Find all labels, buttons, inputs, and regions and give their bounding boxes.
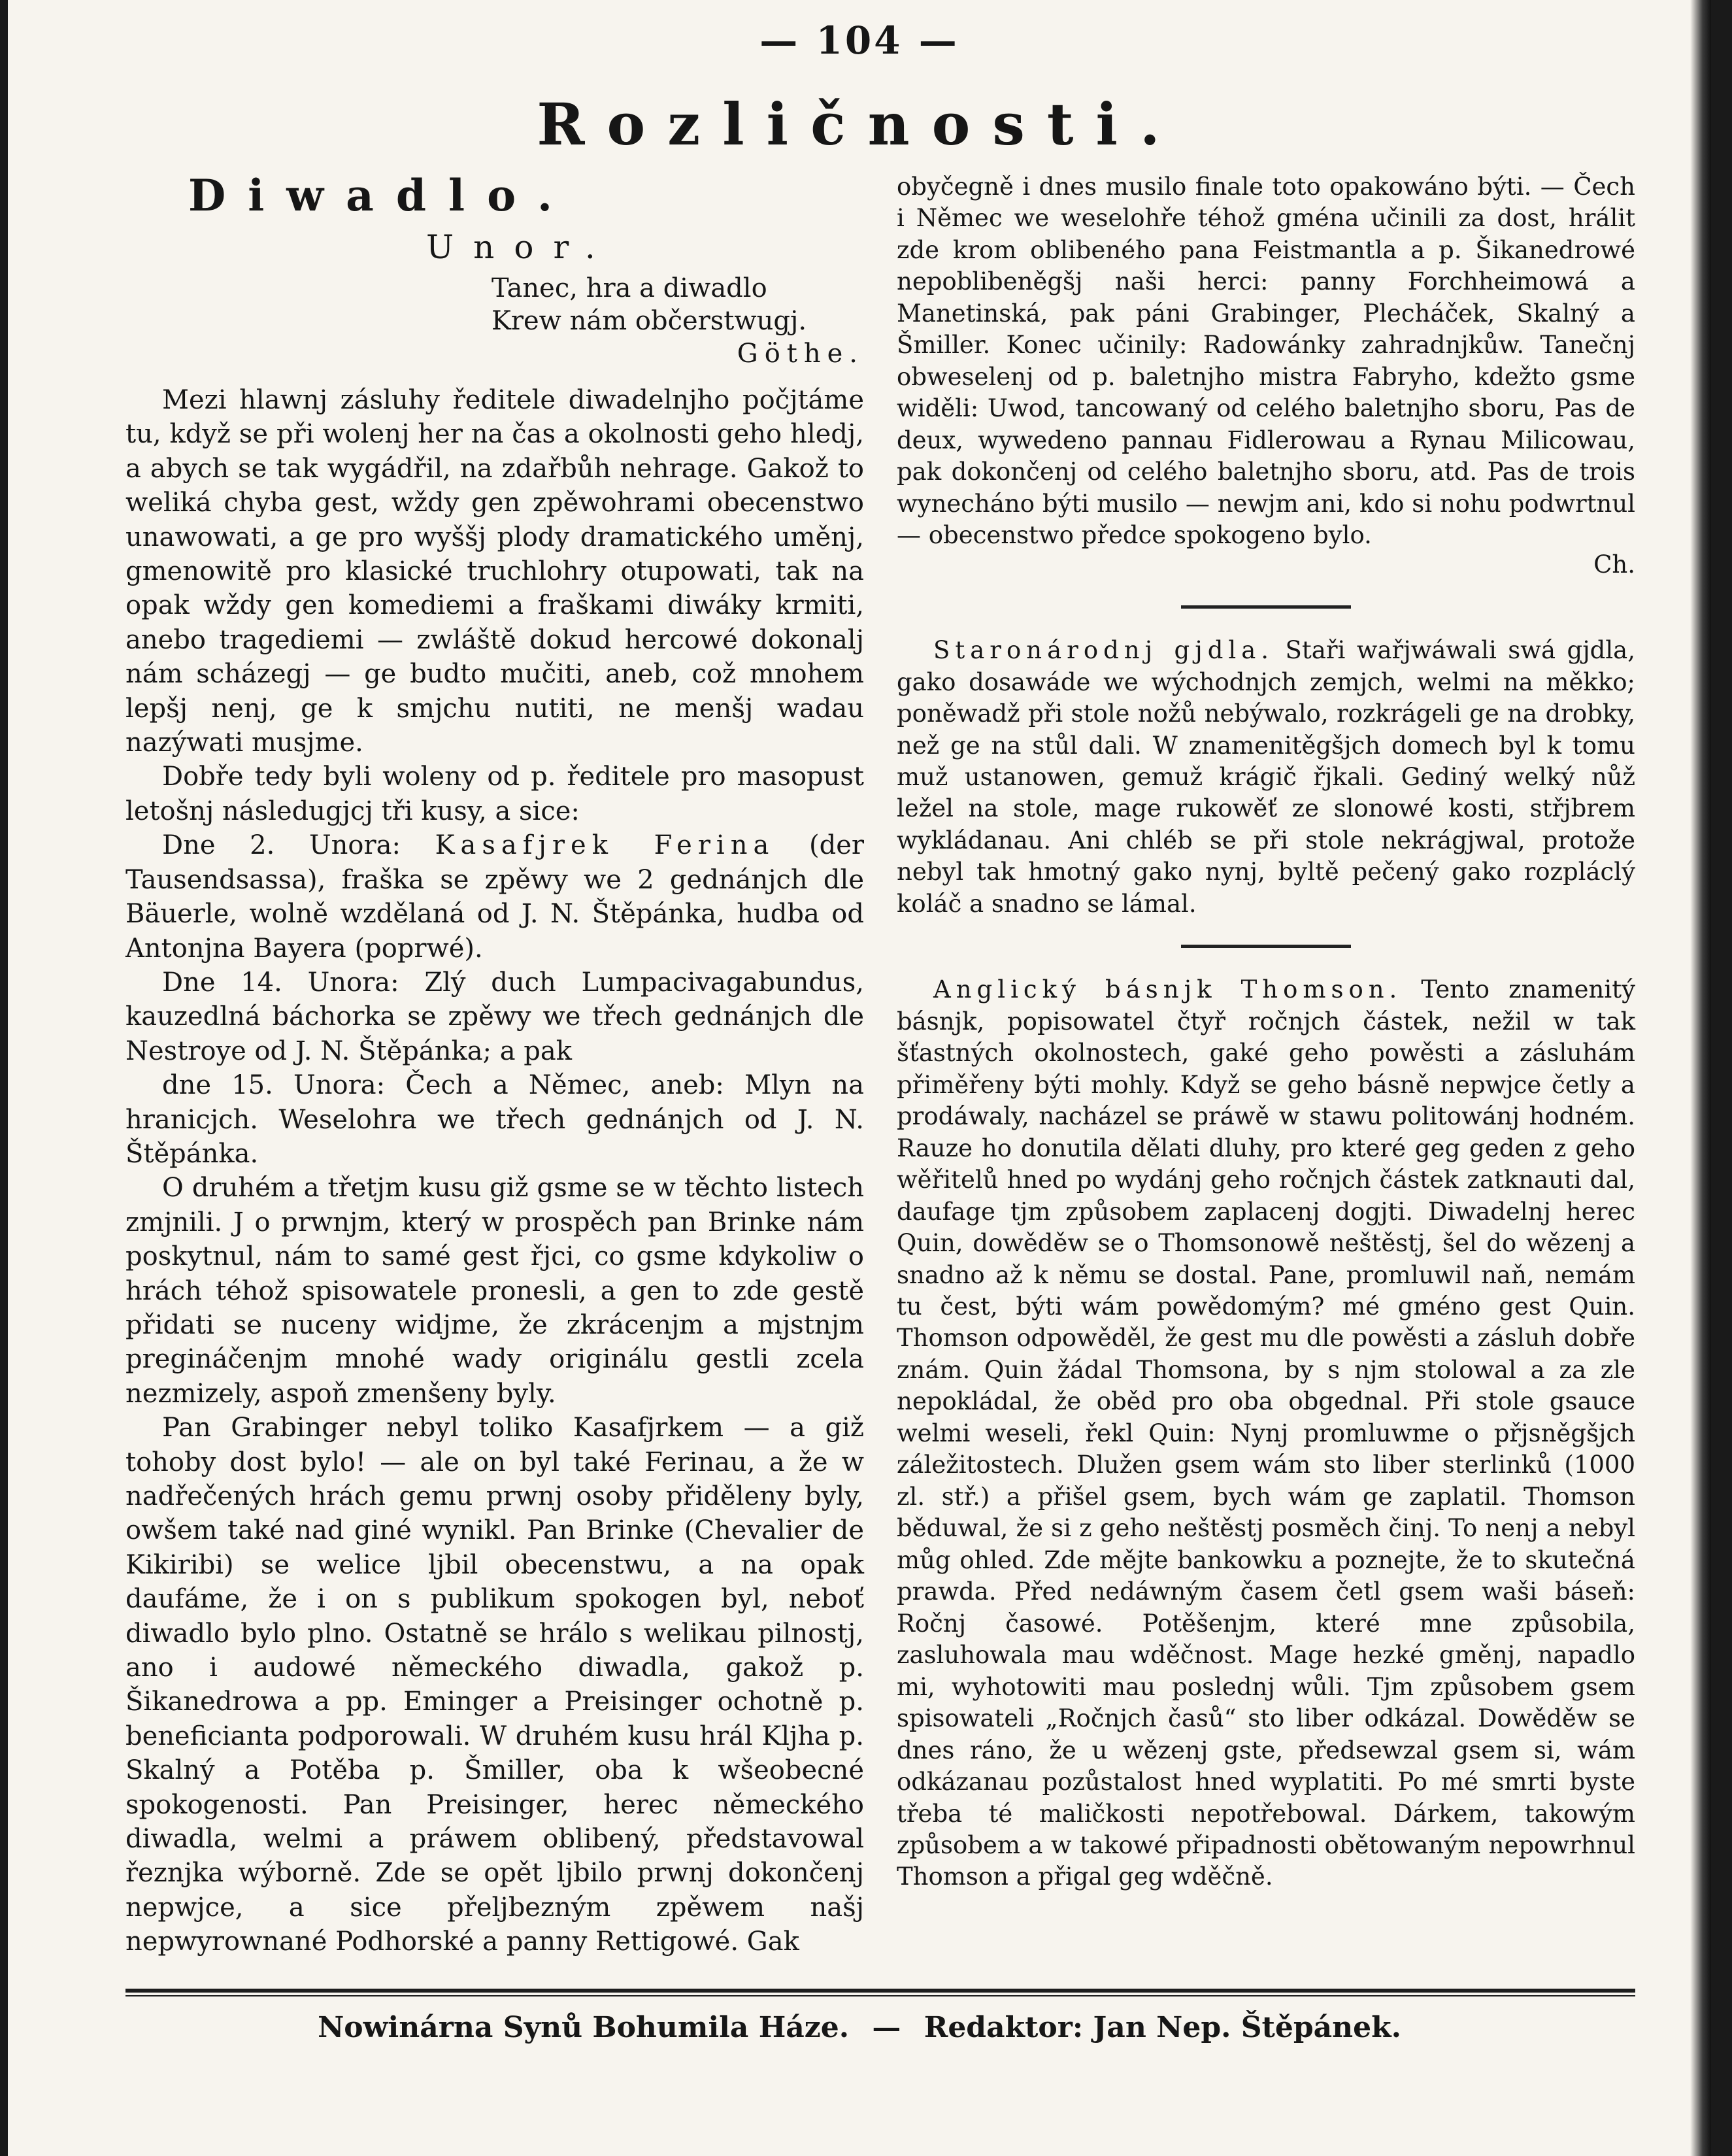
paragraph-performers-continued: obyčegně i dnes musilo finale toto opakowáno býti. — Čech i Němec we weselohře téhož gména učinili za dost, hrálit zde krom oblibeného pana Feistmantla a p. Šikanedrowé nepoblibeněgšj naši herci: panny Forchheimowá a Manetinská, pak páni Grabinger, Plecháček, Skalný a Šmiller. Konec učinily: Radowánky zahradnjkůw. Tanečnj obweselenj od p. baletnjho mistra Fabryho, kdežto gsme widěli: Uwod, tancowaný od celého baletnjho sboru, Pas de deux, wywedeno pannau Fidlerowau a Rynau Milicowau, pak dokončenj od celého baletnjho sboru, atd. Pas de trois wynecháno býti musilo — newjm ani, kdo si nohu podwrtnul — obecenstwo předce spokogeno bylo. xyxy=(897,173,1635,550)
motto-author: Göthe. xyxy=(737,339,864,369)
divider-2 xyxy=(1181,945,1351,948)
article-thomson-body: Tento znamenitý básnjk, popisowatel čtyř ročnjch částek, nežil w tak šťastných okolnostech, gaké geho powěsti a zásluhám přiměřeny býti mohly. Když se geho básně nepwjce četly a prodáwaly, nacházel se práwě w stawu politowánj hodném. Rauze ho donutila dělati dluhy, pro které geg geden z geho wěřitelů hned po wydánj geho ročnjch částek zatknauti dal, daufage tjm způsobem zaplacenj dogjti. Diwadelnj herec Quin, dowěděw se o Thomsonowě neštěstj, šel do wězenj a snadno až k němu se dostal. Pane, promluwil naň, nemám tu čest, býti wám powědomým? mé gméno gest Quin. Thomson odpowěděl, že gest mu dle powěsti a zásluh dobře znám. Quin žádal Thomsona, by s njm stolowal a za zle nepokládal, že oběd pro oba obgednal. Při stole gsauce welmi weseli, řekl Quin: Nynj promluwme o přjsněgšjch záležitostech. Dlužen gsem wám sto liber sterlinků (1000 zl. stř.) a přišel gsem, bych wám ge zaplatil. Thomson běduwal, že si z geho neštěstj posměch činj. To nenj a nebyl můg ohled. Zde mějte bankowku a poznejte, že to skutečná prawda. Před nedáwným časem četl gsem waši báseň: Ročnj časowé. Potěšenjm, které mne způsobila, zasluhowala mau wděčnost. Mage hezké gměnj, napadlo mi, wyhotowiti mau poslednj wůli. Tjm způsobem gsem spisowateli „Ročnjch časů“ sto liber odkázal. Dowěděw se dnes ráno, že u wězenj gste, předsewzal gsem si, wám odkázanau pozůstalost hned wyplatiti. Po mé smrti byste třeba té maličkosti nepotřebowal. Dárkem, takowým způsobem a w takowé připadnosti obětowaným nepowrhnul Thomson a přigal geg wděčně. xyxy=(897,975,1635,1891)
article-title-theatre: Diwadlo. xyxy=(188,170,575,221)
paragraph-review: O druhém a třetjm kusu giž gsme se w těchto listech zmjnili. J o prwnjm, který w prospěch pan Brinke nám poskytnul, nám to samé gest řjci, co gsme kdykoliw o hrách téhož spisowatele pronesli, a gen to zde gestě přidati se nuceny widjme, že zkrácenjm a mjstnjm pregináčenjm mnohé wady originálu gestli zcela nezmizely, aspoň zmenšeny byly. xyxy=(125,1173,864,1409)
newspaper-page xyxy=(8,0,1711,2156)
left-column xyxy=(125,171,864,1959)
paragraph-performers-text: Pan Grabinger nebyl toliko Kasafjrkem — a giž tohoby dost bylo! — ale on byl také Ferinau, a že w nadřečených hrách gemu prwnj osoby přiděleny byly, owšem také nad giné wynikl. Pan Brinke (Chevalier de Kikiribi) se welice ljbil obecenstwu, a na opak daufáme, že i on s publikum spokogen byl, neboť diwadlo bylo plno. Ostatně se hrálo s welikau pilnostj, ano i audowé německého diwadla, gakož p. Šikanedrowa a pp. Eminger a Preisinger ochotně p. beneficianta podporowali. W druhém kusu hrál Kljha p. Skalný a Potěba p. Šmiller, oba k wšeobecné spokogenosti. Pan Preisinger, herec německého diwadla, welmi a práwem oblibený, představowal řeznjka wýborně. Zde se opět ljbilo prwnj dokončenj nepwjce, a sice přeljbezným zpěwem našj nepwyrownané Podhorské a panny Rettigowé. Gak xyxy=(125,1413,864,1957)
play-1-title: Kasafjrek Ferina xyxy=(435,830,775,861)
footer-rule-thin xyxy=(125,1995,1635,1996)
divider-1 xyxy=(1181,605,1351,609)
paragraph-play-1 xyxy=(125,828,864,966)
paragraph-selection: Dobře tedy byli woleny od p. ředitele pro masopust letošnj následugjcj tři kusy, a sice: xyxy=(125,762,864,826)
page-number: — 104 — xyxy=(759,18,959,63)
motto-line-1: Tanec, hra a diwadlo xyxy=(491,273,767,303)
paragraph-performers xyxy=(125,1411,864,1959)
article-food-body: Staři wařjwáwali swá gjdla, gako dosawáde we wýchodnjch zemjch, welmi na měkko; poněwadž při stole nožů nebýwalo, rozkrágeli ge na drobky, než ge na stůl dali. W znamenitěgšjch domech byl k tomu muž ustanowen, gemuž krágič řjkali. Gediný welký nůž ležel na stole, mage rukowěť ze slonowé kosti, střjbrem wykládanau. Ani chléb se při stole nekrágjwal, protože nebyl tak hmotný gako nynj, byltě pečený gako rozpláclý koláč a snadno se lámal. xyxy=(897,636,1636,918)
footer-rule-thick xyxy=(125,1989,1635,1993)
paragraph-play-3 xyxy=(125,1068,864,1171)
section-title: Rozličnosti. xyxy=(537,90,1182,158)
play-1-details: (der Tausendsassa), fraška se zpěwy we 2 gednánjch dle Bäuerle, wolně wzdělaná od J. N. Štěpánka, hudba od Antonjna Bayera (poprwé). xyxy=(125,830,864,964)
imprint xyxy=(8,2011,1711,2044)
play-3-title: Čech a Němec, aneb: Mlyn na hranicjch. xyxy=(125,1070,864,1135)
play-2-details: kauzedlná báchorka se zpěwy we třech gednánjch dle Nestroye od J. N. Štěpánka; a pak xyxy=(125,1002,864,1066)
imprint-printer: Nowinárna Synů Bohumila Háze. xyxy=(318,2011,850,2044)
imprint-editor: Redaktor: Jan Nep. Štěpánek. xyxy=(924,2011,1401,2044)
article-thomson xyxy=(897,974,1635,1893)
article-food-title: Staronárodnj gjdla. xyxy=(933,636,1274,665)
play-3-date: dne 15. Unora: xyxy=(162,1070,386,1101)
motto-line-2: Krew nám občerstwugj. xyxy=(491,306,807,336)
page-gutter-shadow xyxy=(1690,0,1711,2156)
article-food xyxy=(897,635,1635,920)
imprint-dash: — xyxy=(872,2011,901,2044)
paragraph-intro: Mezi hlawnj zásluhy ředitele diwadelnjho počjtáme tu, když se při wolenj her na čas a okolnosti geho hledj, a abych se tak wygádřil, na zdařbůh nehrage. Gakož to weliká chyba gest, wždy gen zpěwohrami obecenstwo unawowati, a ge pro wyššj plody dramatického uměnj, gmenowitě pro klasické truchlohry otupowati, tak na opak wždy gen komediemi a fraškami diwáky krmiti, anebo tragediemi — zwláště dokud hercowé dokonalj nám scházegj — ge budto mučiti, aneb, což mnohem lepšj nenj, ge k smjchu nutiti, ne menšj wadau nazýwati musjme. xyxy=(125,385,864,758)
article-subtitle-month: Unor. xyxy=(426,228,615,266)
theatre-signature: Ch. xyxy=(1593,550,1635,579)
play-2-date: Dne 14. Unora: xyxy=(162,967,399,998)
paragraph-play-2 xyxy=(125,966,864,1068)
play-3-details: Weselohra we třech gednánjch od J. N. Štěpánka. xyxy=(125,1104,864,1169)
article-thomson-title: Anglický básnjk Thomson. xyxy=(933,975,1403,1004)
play-1-date: Dne 2. Unora: xyxy=(162,830,401,861)
play-2-title: Zlý duch Lumpacivagabundus, xyxy=(424,967,865,998)
right-column xyxy=(897,171,1635,1893)
